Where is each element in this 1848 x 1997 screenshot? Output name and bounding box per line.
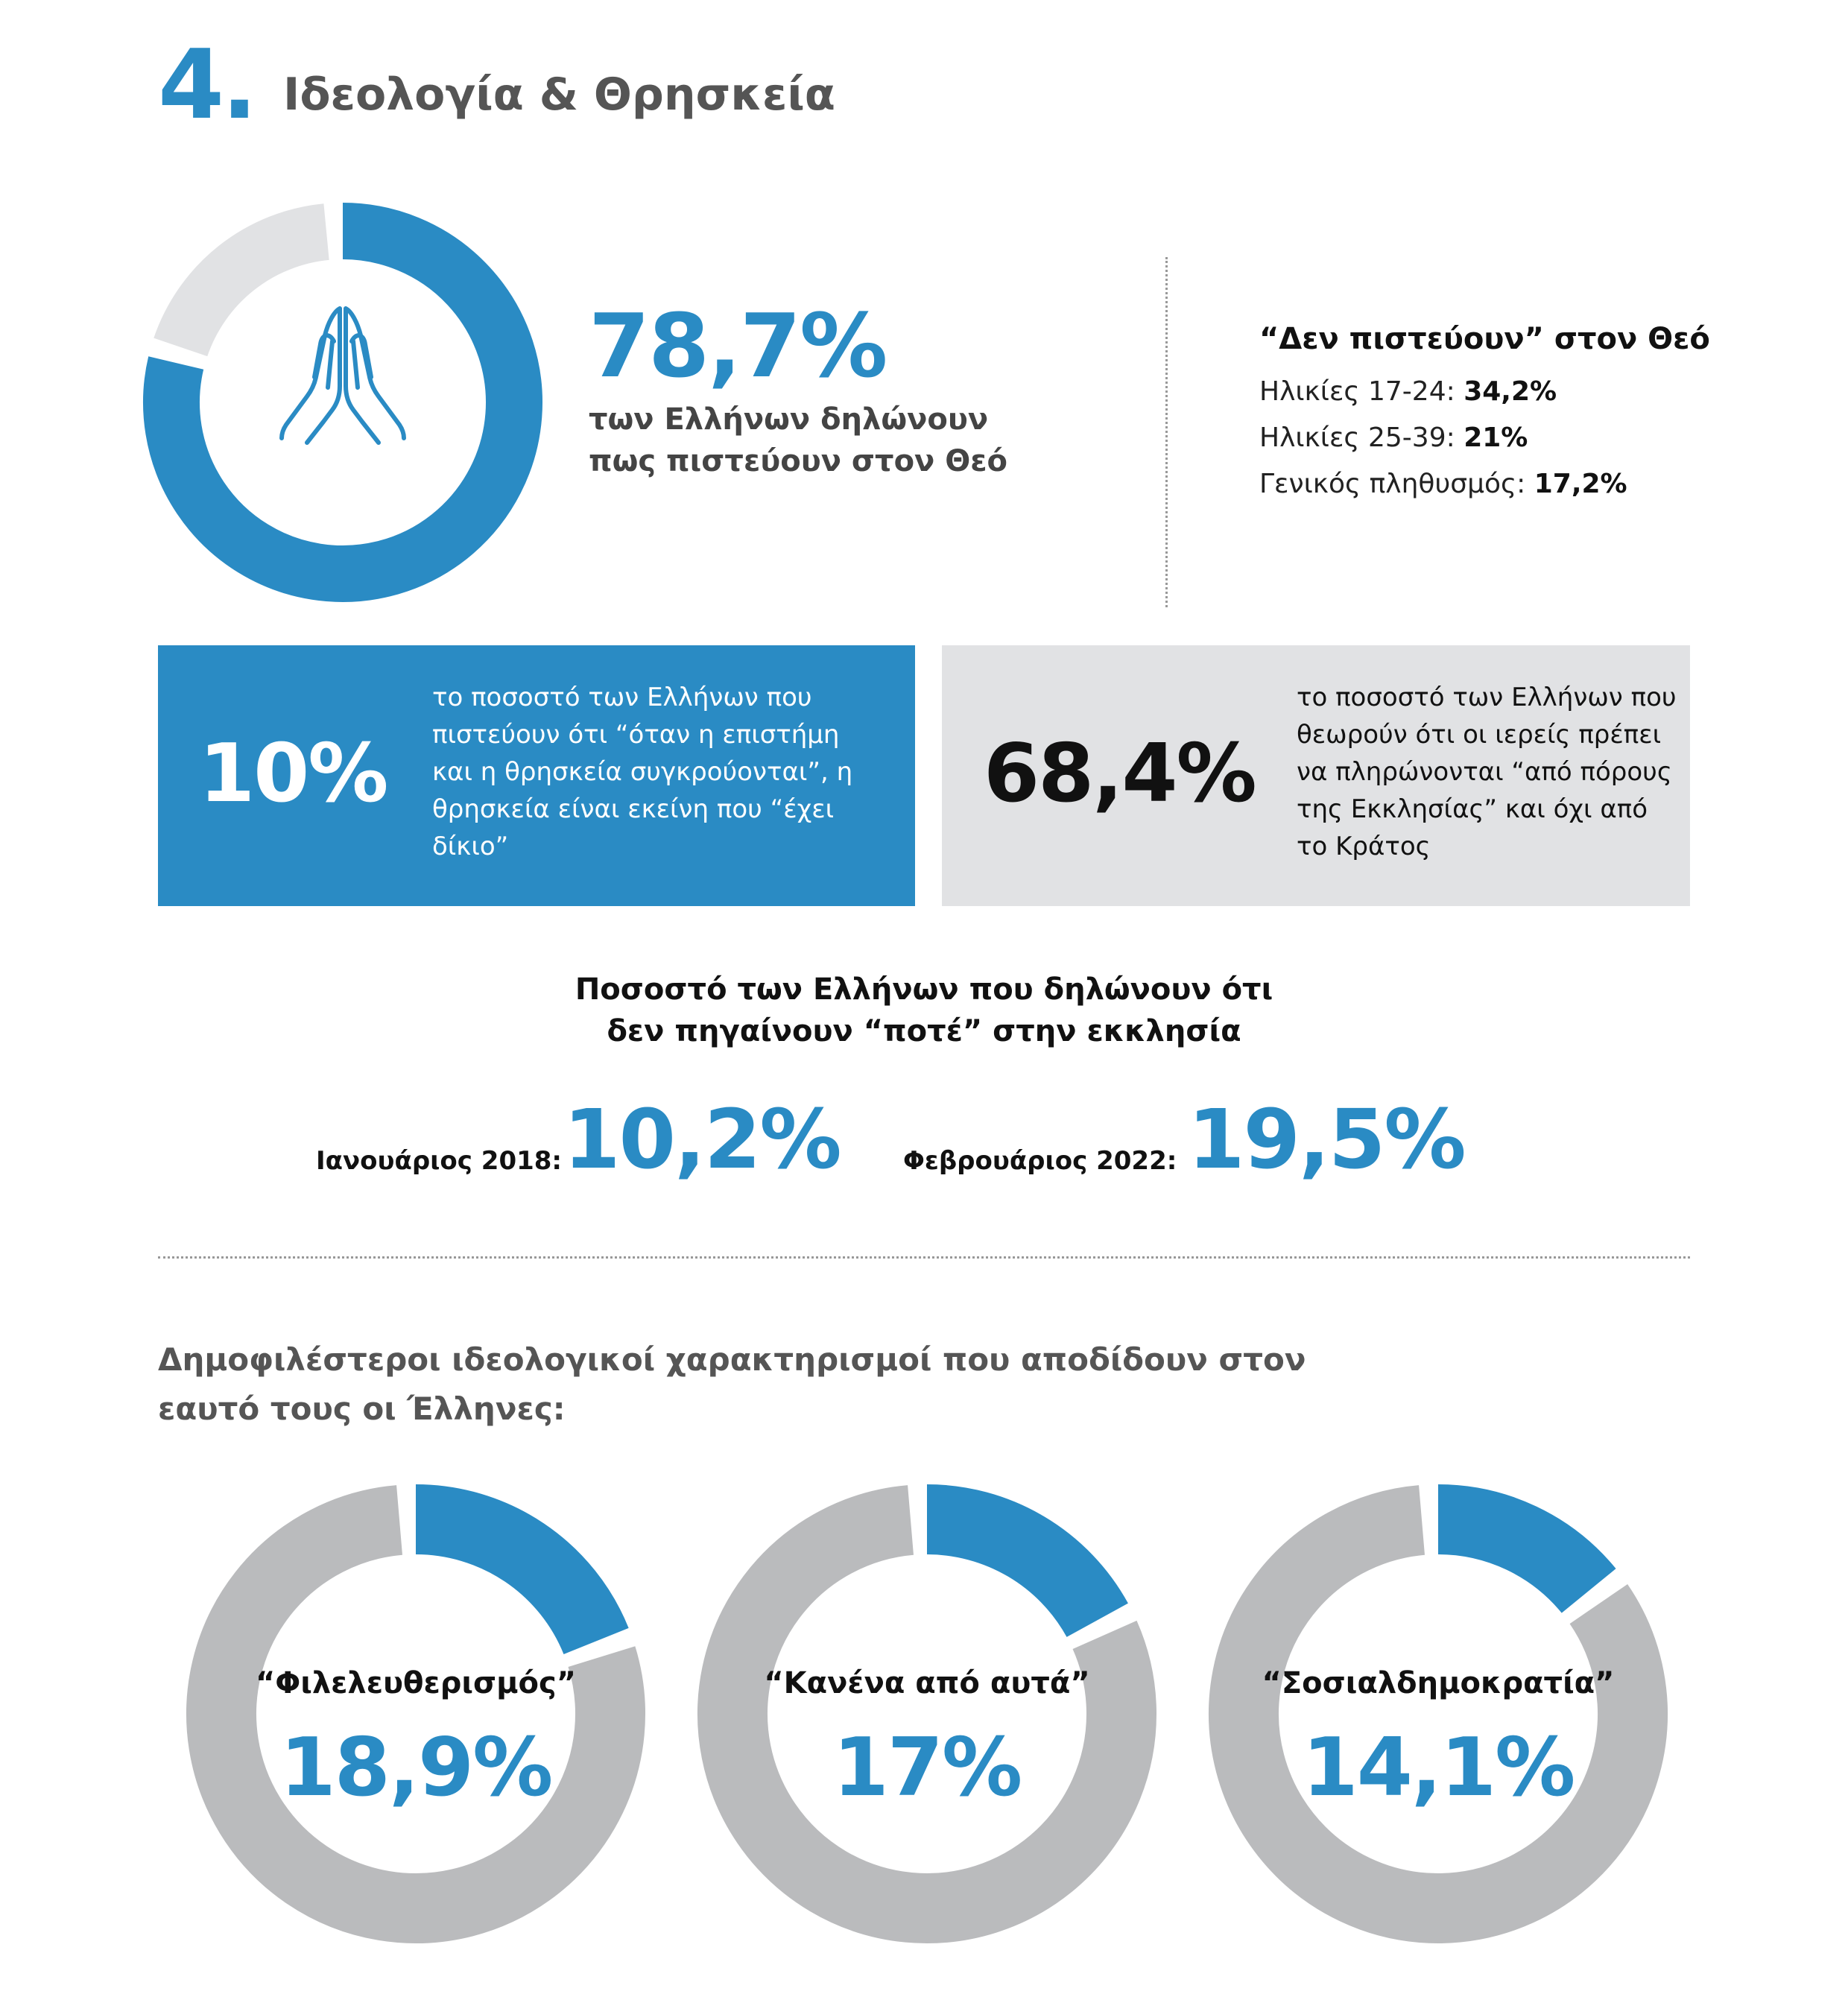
no-belief-row-value: 17,2% [1534,469,1627,499]
church-period-value: 19,5% [1188,1092,1465,1187]
ideology-title-line: εαυτό τους οι Έλληνες: [158,1390,566,1427]
horizontal-divider [158,1256,1690,1259]
no-belief-row-label: Ηλικίες 25-39: [1259,422,1455,453]
section-number: 4. [158,30,255,141]
church-period-label: Φεβρουάριος 2022: [903,1146,1177,1176]
belief-percentage: 78,7% [589,294,887,397]
ideology-title-line: Δημοφιλέστεροι ιδεολογικοί χαρακτηρισμοί που αποδίδουν στον [158,1341,1306,1378]
no-belief-row [1259,422,1528,453]
ideology-title [158,1335,1350,1434]
ideology-donut-none [696,1483,1158,1945]
ideology-value: 17% [832,1721,1022,1814]
vertical-divider [1165,257,1168,607]
ideology-donut-liberalism [185,1483,647,1945]
priests-stat-box [942,645,1690,906]
no-belief-row-label: Γενικός πληθυσμός: [1259,469,1526,499]
belief-donut-chart [142,201,544,604]
belief-caption: των Ελλήνων δηλώνουν πως πιστεύουν στον Θεό [589,402,1007,478]
science-percentage: 10% [199,727,387,820]
science-stat-box [158,645,915,906]
no-belief-row [1259,376,1557,407]
praying-hands-icon [282,308,404,443]
church-attendance-title [477,969,1371,1052]
ideology-label: “Σοσιαλδημοκρατία” [1262,1666,1615,1700]
ideology-value: 18,9% [279,1721,552,1814]
ideology-label: “Κανένα από αυτά” [764,1666,1090,1700]
no-belief-title: “Δεν πιστεύουν” στον Θεό [1259,322,1710,356]
section-title: Ιδεολογία & Θρησκεία [283,69,835,121]
ideology-label: “Φιλελευθερισμός” [255,1666,577,1700]
priests-description: το ποσοστό των Ελλήνων που θεωρούν ότι οι ιερείς πρέπει να πληρώνονται “από πόρους της Εκκλησίας” και όχι από το Κράτος [1297,683,1677,861]
belief-donut-track [180,232,326,347]
no-belief-row-value: 21% [1463,422,1528,453]
ideology-donut-arc [1438,1519,1589,1591]
church-period-label: Ιανουάριος 2018: [316,1146,563,1176]
church-title-line: δεν πηγαίνουν “ποτέ” στην εκκλησία [607,1014,1241,1048]
church-title-line: Ποσοστό των Ελλήνων που δηλώνουν ότι [575,972,1273,1007]
no-belief-row-value: 34,2% [1463,376,1557,407]
church-period-value: 10,2% [563,1092,841,1187]
ideology-donut-social-democracy [1207,1483,1669,1945]
ideology-value: 14,1% [1302,1721,1575,1814]
no-belief-row [1259,469,1627,499]
no-belief-row-label: Ηλικίες 17-24: [1259,376,1455,407]
ideology-donut-arc [416,1519,596,1641]
science-description: το ποσοστό των Ελλήνων που πιστεύουν ότι “όταν η επιστήμη και η θρησκεία συγκρούονται”, η θρησκεία είναι εκείνη που “έχει δίκιο” [432,683,853,861]
priests-percentage: 68,4% [984,727,1256,820]
ideology-donut-arc [927,1519,1098,1620]
